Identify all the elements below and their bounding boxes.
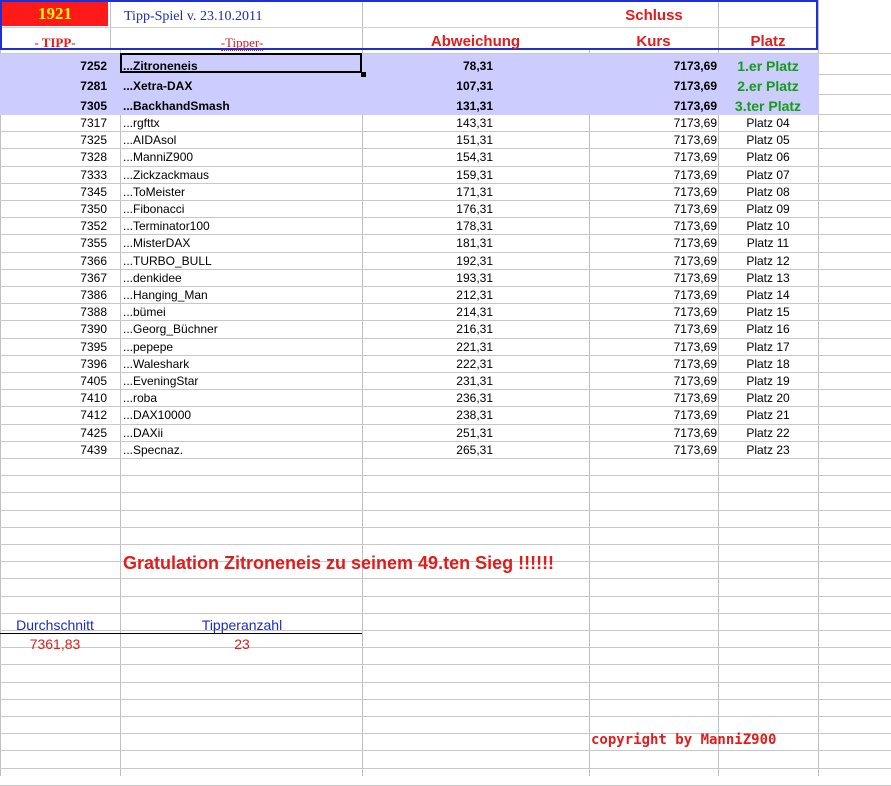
row-kurs[interactable]: 7173,69 <box>673 236 717 251</box>
row-kurs[interactable]: 7173,69 <box>673 116 717 130</box>
row-tipper[interactable]: ...AIDAsol <box>123 133 177 148</box>
row-tipp[interactable]: 7396 <box>80 356 107 371</box>
row-platz[interactable]: Platz 21 <box>746 408 790 423</box>
row-tipp[interactable]: 7325 <box>80 133 107 148</box>
row-kurs[interactable]: 7173,69 <box>673 253 717 268</box>
row-abweichung[interactable]: 216,31 <box>456 322 493 337</box>
row-tipper[interactable]: ...Waleshark <box>123 356 190 371</box>
row-tipper[interactable]: ...Specnaz. <box>123 442 184 457</box>
row-tipper[interactable]: ...EveningStar <box>123 374 199 388</box>
row-platz[interactable]: Platz 12 <box>746 253 790 268</box>
row-kurs[interactable]: 7173,69 <box>673 339 717 354</box>
row-abweichung[interactable]: 222,31 <box>456 356 493 371</box>
row-kurs[interactable]: 7173,69 <box>673 425 717 440</box>
row-tipp[interactable]: 7412 <box>80 408 107 423</box>
row-abweichung[interactable]: 212,31 <box>456 288 493 302</box>
row-tipper[interactable]: ...Fibonacci <box>123 202 185 216</box>
row-tipp[interactable]: 7386 <box>80 288 107 302</box>
stats-underline <box>0 633 362 634</box>
row-tipp[interactable]: 7405 <box>80 374 107 388</box>
row-platz[interactable]: Platz 15 <box>746 305 790 320</box>
row-platz[interactable]: Platz 18 <box>746 356 790 371</box>
row-tipp[interactable]: 7395 <box>80 339 107 354</box>
row-platz[interactable]: Platz 13 <box>746 270 790 285</box>
row-platz[interactable]: Platz 06 <box>746 150 790 165</box>
row-abweichung[interactable]: 131,31 <box>456 99 493 113</box>
row-tipp[interactable]: 7350 <box>80 202 107 216</box>
col-kurs-header[interactable]: Kurs <box>636 33 671 50</box>
row-kurs[interactable]: 7173,69 <box>673 270 717 285</box>
row-tipp[interactable]: 7317 <box>80 116 107 130</box>
row-platz[interactable]: Platz 20 <box>746 391 790 406</box>
row-platz[interactable]: Platz 16 <box>746 322 790 337</box>
row-tipper[interactable]: ...MisterDAX <box>123 236 191 251</box>
row-kurs[interactable]: 7173,69 <box>673 356 717 371</box>
row-tipper[interactable]: ...bümei <box>123 305 166 320</box>
row-platz[interactable]: Platz 05 <box>746 133 790 148</box>
row-abweichung[interactable]: 107,31 <box>456 79 493 93</box>
row-tipper[interactable]: ...ManniZ900 <box>123 150 194 165</box>
col-abweichung-header[interactable]: Abweichung <box>430 33 521 50</box>
row-tipp[interactable]: 7355 <box>80 236 107 251</box>
row-platz[interactable]: Platz 14 <box>746 288 790 302</box>
row-kurs[interactable]: 7173,69 <box>673 133 717 148</box>
row-tipper[interactable]: ...TURBO_BULL <box>123 253 212 268</box>
row-platz[interactable]: Platz 07 <box>746 167 790 182</box>
game-title[interactable]: Tipp-Spiel v. 23.10.2011 <box>124 9 263 24</box>
row-kurs[interactable]: 7173,69 <box>673 288 717 302</box>
row-tipper[interactable]: ...Xetra-DAX <box>123 79 193 93</box>
row-tipp[interactable]: 7328 <box>80 150 107 165</box>
row-tipper[interactable]: ...BackhandSmash <box>123 99 230 113</box>
row-abweichung[interactable]: 78,31 <box>462 59 493 73</box>
participant-count-value[interactable]: 23 <box>234 636 250 652</box>
col-tipper-header[interactable]: -Tipper- <box>220 35 264 50</box>
row-tipper[interactable]: ...rgfttx <box>123 116 160 130</box>
row-abweichung[interactable]: 193,31 <box>456 270 493 285</box>
col-tipp-header[interactable]: - TIPP- <box>34 35 76 50</box>
row-platz[interactable]: Platz 23 <box>746 442 790 457</box>
row-platz[interactable]: Platz 19 <box>746 374 790 388</box>
row-abweichung[interactable]: 181,31 <box>456 236 493 251</box>
copyright-text[interactable]: copyright by ManniZ900 <box>591 732 777 748</box>
row-kurs[interactable]: 7173,69 <box>673 408 717 423</box>
row-tipp[interactable]: 7367 <box>80 270 107 285</box>
row-tipp[interactable]: 7425 <box>80 425 107 440</box>
row-tipp[interactable]: 7281 <box>80 79 107 93</box>
row-abweichung[interactable]: 171,31 <box>456 184 493 199</box>
row-tipp[interactable]: 7390 <box>80 322 107 337</box>
average-label[interactable]: Durchschnitt <box>16 617 94 633</box>
row-tipper[interactable]: ...Hanging_Man <box>123 288 208 302</box>
row-platz[interactable]: Platz 08 <box>746 184 790 199</box>
participant-count-label[interactable]: Tipperanzahl <box>201 617 283 633</box>
row-tipp[interactable]: 7252 <box>80 59 107 73</box>
row-platz[interactable]: Platz 11 <box>746 236 790 251</box>
row-tipp[interactable]: 7305 <box>80 99 107 113</box>
row-tipper[interactable]: ...DAX10000 <box>123 408 192 423</box>
row-tipper[interactable]: ...Georg_Büchner <box>123 322 218 337</box>
row-kurs[interactable]: 7173,69 <box>673 442 717 457</box>
row-abweichung[interactable]: 251,31 <box>456 425 493 440</box>
row-kurs[interactable]: 7173,69 <box>673 374 717 388</box>
row-tipp[interactable]: 7439 <box>80 442 107 457</box>
row-platz[interactable]: Platz 10 <box>746 219 790 234</box>
row-abweichung[interactable]: 178,31 <box>456 219 493 234</box>
col-platz-header[interactable]: Platz <box>750 33 786 50</box>
row-tipper[interactable]: ...DAXii <box>123 425 164 440</box>
row-abweichung[interactable]: 238,31 <box>456 408 493 423</box>
row-abweichung[interactable]: 265,31 <box>456 442 493 457</box>
row-kurs[interactable]: 7173,69 <box>673 305 717 320</box>
row-tipper[interactable]: ...Terminator100 <box>123 219 210 234</box>
row-abweichung[interactable]: 236,31 <box>456 391 493 406</box>
row-platz[interactable]: Platz 17 <box>746 339 790 354</box>
row-abweichung[interactable]: 154,31 <box>456 150 493 165</box>
row-tipp[interactable]: 7352 <box>80 219 107 234</box>
row-platz[interactable]: 2.er Platz <box>737 78 799 94</box>
row-kurs[interactable]: 7173,69 <box>673 79 717 93</box>
row-tipper[interactable]: ...roba <box>123 391 158 406</box>
row-platz[interactable]: Platz 22 <box>746 425 790 440</box>
row-abweichung[interactable]: 151,31 <box>456 133 493 148</box>
fill-handle[interactable] <box>361 72 366 77</box>
row-tipp[interactable]: 7366 <box>80 253 107 268</box>
row-tipp[interactable]: 7345 <box>80 184 107 199</box>
row-platz[interactable]: 3.ter Platz <box>734 98 802 114</box>
row-abweichung[interactable]: 159,31 <box>456 167 493 182</box>
game-number-cell[interactable]: 1921 <box>2 2 108 26</box>
row-kurs[interactable]: 7173,69 <box>673 59 717 73</box>
schluss-label[interactable]: Schluss <box>625 7 683 24</box>
row-tipp[interactable]: 7333 <box>80 167 107 182</box>
row-tipper[interactable]: ...ToMeister <box>123 184 186 199</box>
row-tipper[interactable]: ...Zickzackmaus <box>123 167 210 182</box>
average-value[interactable]: 7361,83 <box>29 636 81 652</box>
row-kurs[interactable]: 7173,69 <box>673 167 717 182</box>
row-platz[interactable]: Platz 09 <box>746 202 790 216</box>
row-abweichung[interactable]: 192,31 <box>456 253 493 268</box>
row-abweichung[interactable]: 214,31 <box>456 305 493 320</box>
row-abweichung[interactable]: 221,31 <box>456 339 493 354</box>
row-abweichung[interactable]: 231,31 <box>456 374 493 388</box>
row-abweichung[interactable]: 143,31 <box>456 116 493 130</box>
row-kurs[interactable]: 7173,69 <box>673 150 717 165</box>
row-kurs[interactable]: 7173,69 <box>673 391 717 406</box>
row-tipper[interactable]: ...Zitroneneis <box>123 59 198 73</box>
row-kurs[interactable]: 7173,69 <box>673 202 717 216</box>
row-platz[interactable]: Platz 04 <box>746 116 790 130</box>
congrats-message[interactable]: Gratulation Zitroneneis zu seinem 49.ten Sieg !!!!!! <box>123 553 555 573</box>
row-tipp[interactable]: 7410 <box>80 391 107 406</box>
row-platz[interactable]: 1.er Platz <box>737 58 799 74</box>
row-kurs[interactable]: 7173,69 <box>673 219 717 234</box>
row-kurs[interactable]: 7173,69 <box>673 184 717 199</box>
row-tipp[interactable]: 7388 <box>80 305 107 320</box>
row-tipper[interactable]: ...pepepe <box>123 339 174 354</box>
row-abweichung[interactable]: 176,31 <box>456 202 493 216</box>
row-kurs[interactable]: 7173,69 <box>673 99 717 113</box>
selected-cell-outline <box>120 53 362 73</box>
row-kurs[interactable]: 7173,69 <box>673 322 717 337</box>
row-tipper[interactable]: ...denkidee <box>123 270 182 285</box>
